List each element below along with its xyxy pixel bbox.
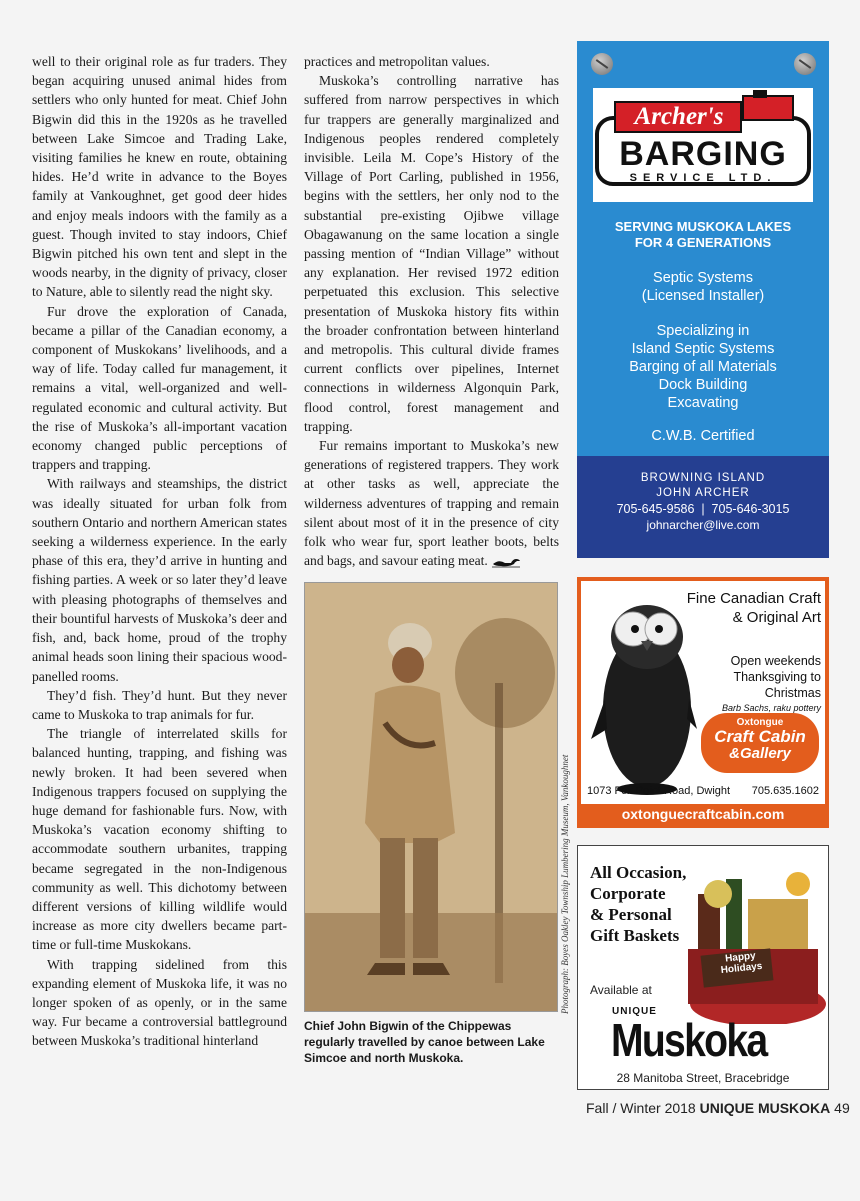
service-line: Specializing in [656,323,750,339]
craft-cabin-ad-body [581,581,825,804]
service-line: Septic Systems [653,270,753,286]
historical-photo [304,582,558,1012]
folio-issue: Fall / Winter 2018 [586,1100,696,1116]
photo-caption: Chief John Bigwin of the Chippewas regularly travelled by canoe between Lake Simcoe and north Muskoka. [304,1019,545,1065]
craft-address: 1073 Fox Point Road, Dwight [587,785,731,797]
archer-contact [577,456,829,558]
service-line: Dock Building [658,377,748,393]
phone-numbers: 705-645-9586 | 705-646-3015 [616,502,790,516]
unique-muskoka-gift-ad[interactable] [577,845,829,1090]
archer-barging-ad[interactable] [577,41,829,558]
paragraph: practices and metropolitan values. [304,54,490,69]
tagline-line: FOR 4 GENERATIONS [634,235,772,250]
gift-basket-image [678,854,828,1024]
gift-headline-line: All Occasion, [590,863,687,882]
gift-headline-line: & Personal [590,905,672,924]
service-line: Barging of all Materials [629,359,777,375]
craft-artist: Barb Sachs, raku pottery [721,703,821,713]
paragraph: The triangle of interrelated skills for balanced hunting, trapping, and fishing was newly broken. It had been severed when Indigenous trappers focused on supplying the huge demand for fashionable furs. Now, with Muskoka’s vacation economy shifting to accommodate southern urbanites, trapping became segregated in the non-Indigenous community as well. This dichotomy between different versions of killing wildlife would increase as more city dwellers became part-time or full-time Muskokans. [32,726,287,953]
archer-certification: C.W.B. Certified [651,428,755,444]
archer-services-1 [577,269,829,305]
gift-brand-big: Muskoka [611,1014,767,1066]
archer-logo [593,88,813,202]
service-line: (Licensed Installer) [641,288,765,304]
craft-hours: Open weekends [730,654,821,668]
craft-logo-top: Oxtongue [736,717,784,728]
holiday-card-text: Holidays [720,960,763,977]
gift-headline [590,862,686,946]
screw-icon [591,53,613,75]
service-line: Excavating [667,395,739,411]
craft-hours: Thanksgiving to [733,670,821,684]
folio-magazine: UNIQUE MUSKOKA [699,1100,831,1116]
archer-services-2 [577,322,829,412]
gift-available: Available at [590,983,652,997]
gift-headline-line: Corporate [590,884,666,903]
craft-headline: Fine Canadian Craft [686,590,821,607]
paragraph: They’d fish. They’d hunt. But they never came to Muskoka to trap animals for fur. [32,687,287,722]
loon-icon [491,556,521,568]
craft-website[interactable]: oxtonguecraftcabin.com [621,806,785,822]
contact-line: JOHN ARCHER [656,487,750,499]
craft-logo-main: &Gallery [729,745,791,762]
folio-page-number: 49 [834,1100,850,1116]
paragraph: Muskoka’s controlling narrative has suffered from narrow perspectives in which fur trappers are generally marginalized and Indigenous peoples rendered completely invisible. Leila M. Cope’s History of the Village of Port Carling, published in 1956, begins with the settlers, her only nod to the substantial pre-existing Ojibwe village Obagawanung on the same location a single passing mention of “Indian Village” without any explanation. Her revised 1972 edition perpetuated this exclusion. This selective presentation of Muskoka history fits within the broader confrontation between hinterland and metropolis. This cultural divide frames current conflicts over pipelines, Internet connections in wilderness Algonquin Park, flood control, forest management and trapping. [304,73,559,434]
craft-hours: Christmas [764,686,821,700]
archer-logo-main: BARGING [619,135,787,173]
paragraph: With trapping sidelined from this expanding element of Muskoka life, it was no longer spoken of as openly, or in the same way. Fur became a controversial battleground between Muskoka’s traditional hinterland [32,956,287,1049]
archer-logo-script: Archer's [634,103,724,130]
archer-tagline [577,219,829,251]
service-line: Island Septic Systems [631,341,775,357]
gift-brand-small: UNIQUE [612,1006,657,1017]
craft-cabin-ad[interactable] [577,577,829,828]
photo-credit: Photograph: Boyes Oakley Township Lumbering Museum, Vankoughnet [560,754,570,1014]
paragraph: Fur drove the exploration of Canada, became a pillar of the Canadian economy, a component of Muskokans’ livelihoods, and a way of life. Today called fur management, it remains a vital, well-organized and well-regulated economic and cultural activity. But the rise of Muskoka’s all-important vacation economy changed public perceptions of trappers and trapping. [32,303,287,473]
paragraph-text: Fur remains important to Muskoka’s new generations of registered trappers. They work at other tasks as well, appreciate the wilderness adventures of trapping and remain silent about most of it in the presence of city folk who wear fur, sport leather boots, belts and bags, and savour eating meat. [304,438,559,569]
photo-illustration [305,583,557,1011]
craft-headline: & Original Art [732,609,821,626]
archer-logo-sub: SERVICE LTD. [629,172,777,184]
paragraph: well to their original role as fur traders. They began acquiring unused animal hides from settlers who only hunted for meat. Chief John Bigwin did this in the 1920s as he travelled between Lake Simcoe and Trading Lake, visiting families he knew en route, obtaining hides. He’d write in advance to the Boyes family at Vankoughnet, get good deer hides and enjoy meals indoors with the family as a guest. Though invited to stay indoors, Chief Bigwin pitched his own tent and slept in the woods nearby, in the dignity of privacy, closer to Nature, able to silently read the night sky. [32,54,287,300]
screw-icon [794,53,816,75]
contact-line: BROWNING ISLAND [640,472,766,484]
gift-headline-line: Gift Baskets [590,926,680,945]
article-column-1 [32,52,287,1051]
email-address[interactable]: johnarcher@live.com [646,518,760,532]
gift-address: 28 Manitoba Street, Bracebridge [616,1071,790,1085]
holiday-card-text: Happy [724,950,757,965]
craft-cabin-logo [701,713,819,773]
craft-phone: 705.635.1602 [751,785,819,797]
article-column-2 [304,52,559,570]
page-folio [586,1100,850,1116]
craft-logo-main: Craft Cabin [714,727,806,746]
paragraph: With railways and steamships, the district was ideally situated for urban folk from southern Ontario and northern American states seeking a wilderness experience. In the early phase of this era, they’d arrive in hunting and fishing parties. A week or so later they’d leave with pleasing photographs of themselves and their bountiful harvests of Muskoka’s deer and fish, and, back home, proud of the trophy animal heads soon lining their spacious wood-panelled rooms. [32,476,287,684]
tagline-line: SERVING MUSKOKA LAKES [614,219,792,234]
paragraph [304,436,559,570]
